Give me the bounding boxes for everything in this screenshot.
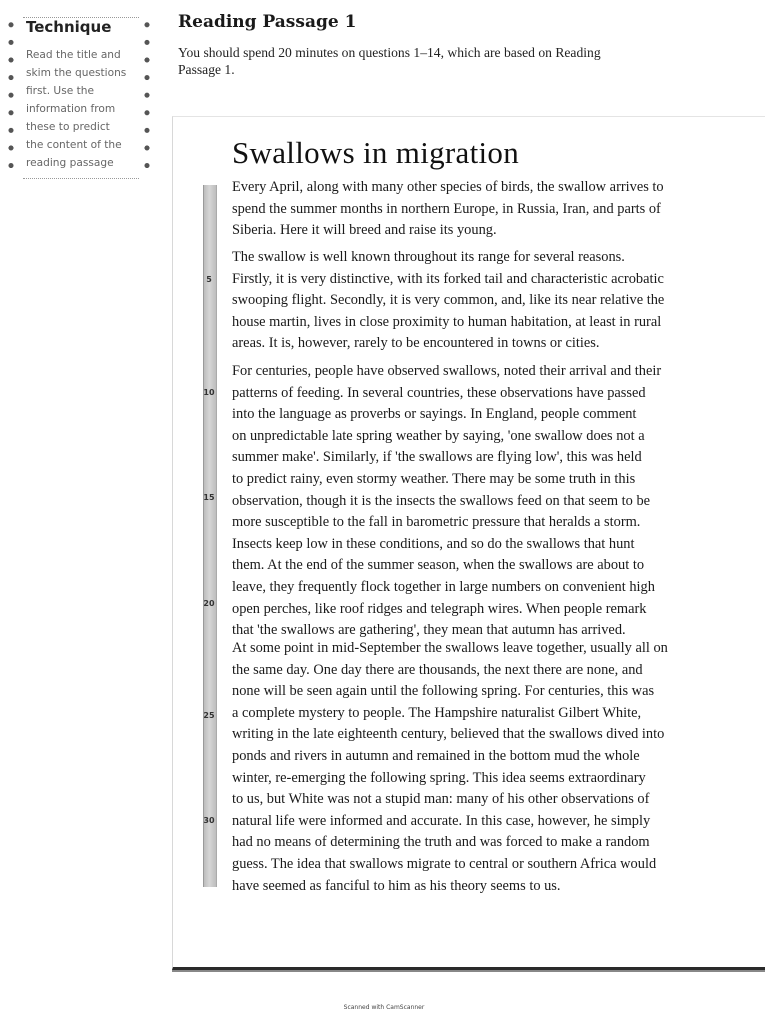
technique-box xyxy=(8,14,148,178)
line-number: 10 xyxy=(203,388,215,397)
paragraph-1 xyxy=(232,177,758,242)
passage-line: writing in the late eighteenth century, believed that the swallows dived into xyxy=(232,726,665,743)
passage-line: on unpredictable late spring weather by saying, 'one swallow does not a xyxy=(232,427,645,444)
passage-line: patterns of feeding. In several countries, these observations have passed xyxy=(232,384,646,401)
passage-line: leave, they frequently flock together in large numbers on convenient high xyxy=(232,578,655,595)
technique-text xyxy=(26,46,144,172)
technique-line: these to predict xyxy=(26,121,110,133)
passage-line: the same day. One day there are thousands, the next there are none, and xyxy=(232,661,643,678)
passage-line: natural life were informed and accurate. In this case, however, he simply xyxy=(232,812,651,829)
passage-line: open perches, like roof ridges and telegraph wires. When people remark xyxy=(232,600,647,617)
passage-line: Siberia. Here it will breed and raise its young. xyxy=(232,222,497,239)
passage-line: a complete mystery to people. The Hampshire naturalist Gilbert White, xyxy=(232,704,642,721)
passage-line: into the language as proverbs or sayings. In England, people comment xyxy=(232,406,637,423)
line-number-gutter xyxy=(203,185,217,887)
paragraph-2 xyxy=(232,247,758,355)
passage-line: areas. It is, however, rarely to be encountered in towns or cities. xyxy=(232,335,600,352)
passage-line: Every April, along with many other species of birds, the swallow arrives to xyxy=(232,179,664,195)
scanner-watermark: Scanned with CamScanner xyxy=(343,1004,425,1011)
passage-line: more susceptible to the fall in barometric pressure that heralds a storm. xyxy=(232,514,641,531)
technique-dots-right xyxy=(144,16,150,178)
passage-line: At some point in mid-September the swallows leave together, usually all on xyxy=(232,640,668,656)
passage-line: ponds and rivers in autumn and remained in the bottom mud the whole xyxy=(232,747,640,764)
passage-line: For centuries, people have observed swallows, noted their arrival and their xyxy=(232,363,662,379)
passage-line: Insects keep low in these conditions, and so do the swallows that hunt xyxy=(232,535,635,552)
passage-line: winter, re-emerging the following spring. This idea seems extraordinary xyxy=(232,769,646,786)
passage-line: guess. The idea that swallows migrate to central or southern Africa would xyxy=(232,855,657,872)
line-number: 15 xyxy=(203,493,215,502)
passage-line: summer make'. Similarly, if 'the swallows are flying low', this was held xyxy=(232,449,642,466)
passage-line: to predict rainy, even stormy weather. There may be some truth in this xyxy=(232,470,636,487)
paragraph-3 xyxy=(232,361,758,642)
passage-line: house martin, lives in close proximity to human habitation, at least in rural xyxy=(232,313,662,330)
passage-line: swooping flight. Secondly, it is very common, and, like its near relative the xyxy=(232,292,665,309)
passage-line: have seemed as fanciful to him as his theory seems to us. xyxy=(232,877,561,894)
passage-line: to us, but White was not a stupid man: many of his other observations of xyxy=(232,791,650,808)
line-number: 25 xyxy=(203,711,215,720)
technique-title: Technique xyxy=(26,18,112,36)
passage-line: Firstly, it is very distinctive, with its forked tail and characteristic acrobatic xyxy=(232,270,664,287)
technique-line: reading passage xyxy=(26,157,114,169)
paragraph-4 xyxy=(232,638,758,897)
technique-line: first. Use the xyxy=(26,85,94,97)
technique-line: the content of the xyxy=(26,139,122,151)
technique-line: information from xyxy=(26,103,116,115)
passage-line: spend the summer months in northern Europe, in Russia, Iran, and parts of xyxy=(232,200,661,217)
passage-line: that 'the swallows are gathering', they mean that autumn has arrived. xyxy=(232,622,626,639)
passage-line: The swallow is well known throughout its range for several reasons. xyxy=(232,249,625,265)
instruction-line: Passage 1. xyxy=(178,62,235,77)
passage-line: had no means of determining the truth and was forced to make a random xyxy=(232,834,650,851)
line-number: 30 xyxy=(203,816,215,825)
instruction-line: You should spend 20 minutes on questions 1–14, which are based on Reading xyxy=(178,45,601,60)
technique-line: Read the title and xyxy=(26,49,121,61)
reading-passage-heading: Reading Passage 1 xyxy=(178,12,357,32)
passage-line: them. At the end of the summer season, when the swallows are about to xyxy=(232,557,645,574)
passage-line: observation, though it is the insects the swallows feed on that seem to be xyxy=(232,492,651,509)
line-number: 5 xyxy=(206,275,212,284)
passage-line: none will be seen again until the following spring. For centuries, this was xyxy=(232,683,655,700)
reading-instructions xyxy=(178,44,738,78)
technique-dots-left xyxy=(8,16,14,178)
passage-title: Swallows in migration xyxy=(232,135,520,170)
line-number: 20 xyxy=(203,599,215,608)
technique-line: skim the questions xyxy=(26,67,127,79)
passage-page xyxy=(172,116,765,970)
